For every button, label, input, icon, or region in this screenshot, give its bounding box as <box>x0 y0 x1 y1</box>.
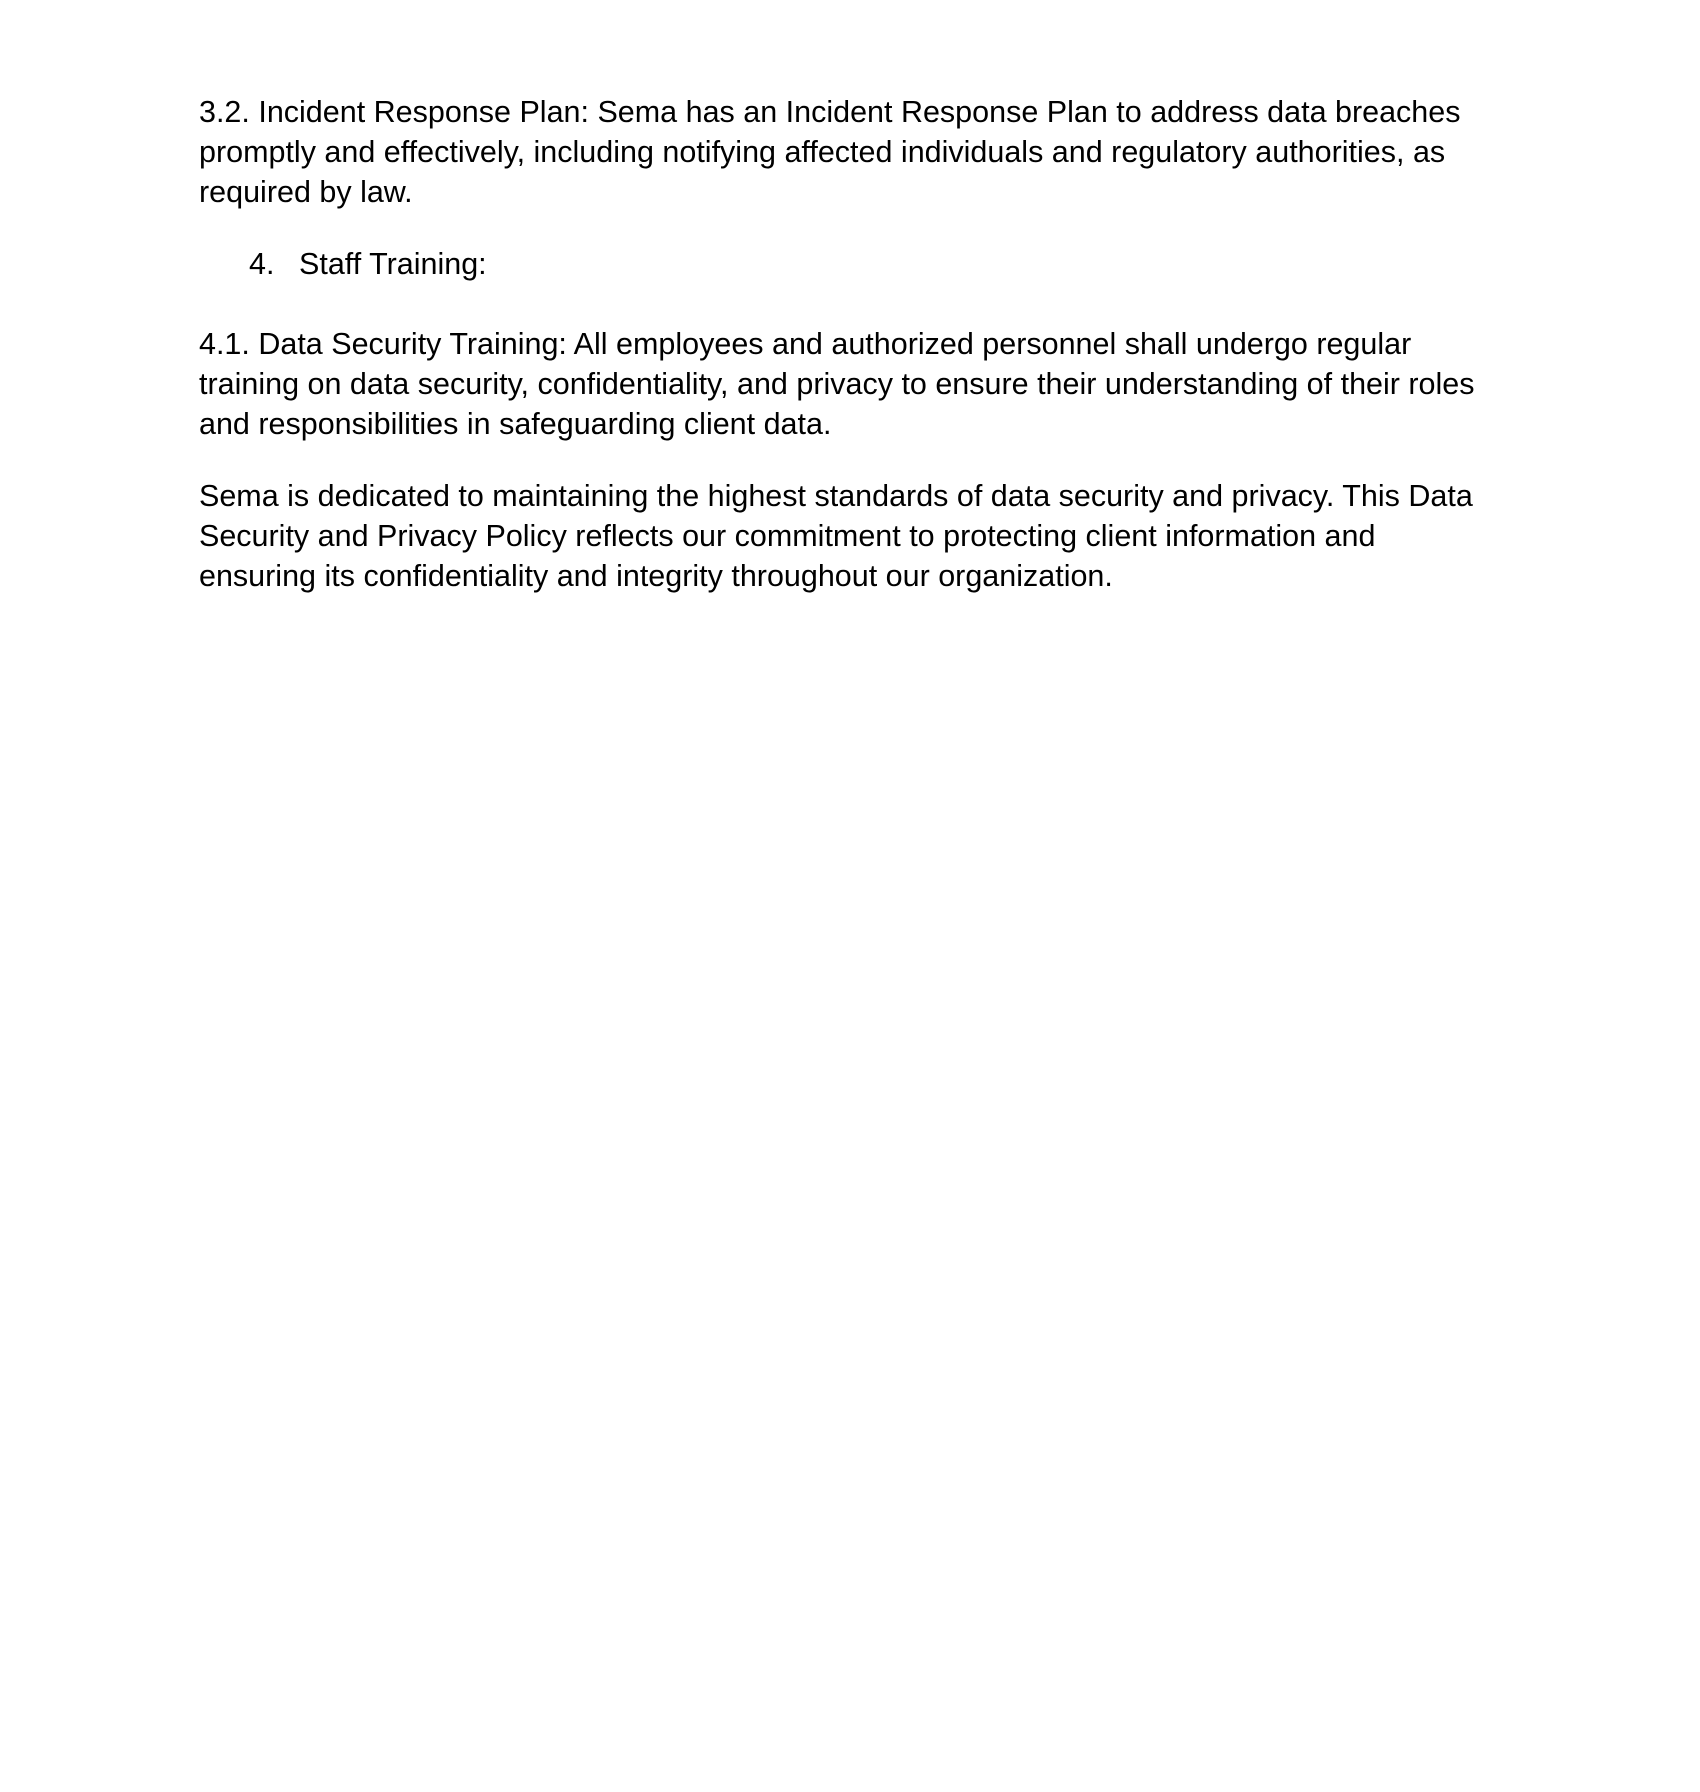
paragraph-line: promptly and effectively, including notifying affected individuals and regulatory authorities, as <box>199 135 1446 169</box>
paragraph-line: ensuring its confidentiality and integrity throughout our organization. <box>199 559 1113 593</box>
paragraph-line: Security and Privacy Policy reflects our commitment to protecting client information and <box>199 519 1376 553</box>
paragraph-line: required by law. <box>199 175 413 209</box>
paragraph-line: and responsibilities in safeguarding client data. <box>199 407 832 441</box>
paragraph-line: 3.2. Incident Response Plan: Sema has an Incident Response Plan to address data breaches <box>199 95 1461 129</box>
paragraph-line: Sema is dedicated to maintaining the highest standards of data security and privacy. This Data <box>199 479 1473 513</box>
paragraph-data-security-training <box>199 324 1475 444</box>
list-item-label: Staff Training: <box>299 247 487 281</box>
paragraph-closing-statement <box>199 476 1473 596</box>
list-item-number: 4. <box>249 247 275 281</box>
paragraph-line: 4.1. Data Security Training: All employees and authorized personnel shall undergo regular <box>199 327 1412 361</box>
paragraph-incident-response-plan <box>199 92 1460 212</box>
list-item-staff-training <box>249 244 487 284</box>
paragraph-line: training on data security, confidentiality, and privacy to ensure their understanding of their roles <box>199 367 1475 401</box>
